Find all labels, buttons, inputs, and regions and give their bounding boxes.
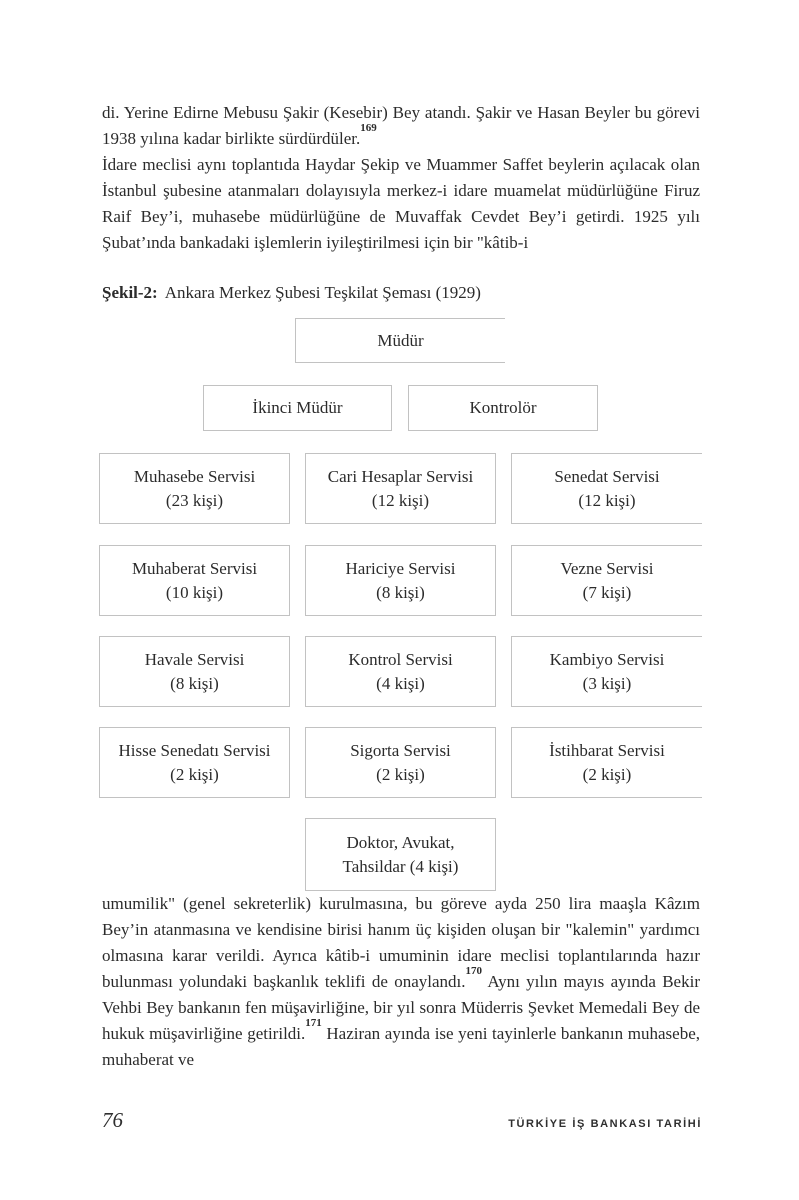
org-box-ikinci-mudur (203, 385, 392, 431)
org-box-label: İstihbarat Servisi (549, 740, 665, 760)
org-box-cari-hesaplar (305, 453, 496, 524)
org-box-count: (7 kişi) (582, 582, 632, 602)
figure-caption-label: Şekil-2: (102, 283, 158, 302)
org-box-label: Vezne Servisi (560, 558, 654, 578)
org-box-kambiyo (511, 636, 702, 707)
org-box-hisse-senedati (99, 727, 290, 798)
org-box-label: Doktor, Avukat, (346, 832, 455, 852)
footnote-ref-169: 169 (360, 122, 377, 135)
organization-chart (102, 318, 700, 891)
page-number: 76 (102, 1108, 123, 1132)
paragraph-3 (102, 891, 700, 1073)
footnote-ref-171: 171 (305, 1017, 322, 1030)
org-box-label: Senedat Servisi (554, 466, 660, 486)
org-box-count: (10 kişi) (165, 582, 224, 602)
figure-caption-title: Ankara Merkez Şubesi Teşkilat Şeması (1929) (164, 283, 481, 302)
paragraph-2-text: İdare meclisi aynı toplantıda Haydar Şekip ve Muammer Saffet beylerin açılacak olan İstanbul şubesine atanmaları dolayısıyla merkez-i idare muamelat müdürlüğüne Firuz Raif Bey’i, muhasebe müdürlüğüne de Muvaffak Cevdet Bey’i getirdi. 1925 yılı Şubat’ında bankadaki işlemlerin iyileştirilmesi için bir "kâtib-i (102, 155, 700, 252)
org-box-label: Havale Servisi (144, 649, 245, 669)
org-box-label: Müdür (377, 330, 424, 350)
org-box-count: (3 kişi) (582, 673, 632, 693)
org-box-muhaberat (99, 545, 290, 616)
org-box-muhasebe (99, 453, 290, 524)
org-box-count: (12 kişi) (371, 490, 430, 510)
org-box-vezne (511, 545, 702, 616)
org-box-count: (2 kişi) (582, 764, 632, 784)
org-box-count: (2 kişi) (170, 764, 219, 784)
footnote-ref-170: 170 (465, 965, 483, 978)
org-box-doktor-avukat (305, 818, 496, 891)
paragraph-3-part3: Haziran ayında ise yeni tayinlerle bankanın muhasebe, muhaberat ve (102, 1024, 700, 1069)
org-box-label: Cari Hesaplar Servisi (327, 466, 474, 486)
org-box-label: Muhasebe Servisi (133, 466, 256, 486)
org-box-count: (8 kişi) (170, 673, 219, 693)
paragraph-3-part2: Aynı yılın mayıs ayında Bekir Vehbi Bey bankanın fen müşavirliğine, bir yıl sonra Müderris Şevket Memedali Bey de hukuk müşavirliğine getirildi. (102, 972, 700, 1043)
org-box-label: İkinci Müdür (252, 398, 343, 417)
org-box-havale (99, 636, 290, 707)
org-box-count: (4 kişi) (376, 673, 425, 693)
figure-caption (102, 280, 700, 306)
paragraph-2 (102, 152, 700, 256)
org-box-label: Hariciye Servisi (345, 558, 456, 578)
org-box-count: (8 kişi) (376, 582, 425, 602)
org-box-sigorta (305, 727, 496, 798)
org-box-label: Kambiyo Servisi (549, 649, 665, 669)
org-box-hariciye (305, 545, 496, 616)
org-box-count: (12 kişi) (578, 490, 636, 510)
running-title: TÜRKİYE İŞ BANKASI TARİHİ (508, 1118, 702, 1130)
org-box-count: Tahsildar (4 kişi) (342, 856, 459, 876)
org-box-mudur (295, 318, 505, 363)
org-box-label: Hisse Senedatı Servisi (118, 740, 271, 760)
org-box-istihbarat (511, 727, 702, 798)
org-box-kontrol (305, 636, 496, 707)
org-box-senedat (511, 453, 702, 524)
page-footer (102, 1108, 702, 1133)
org-box-label: Kontrol Servisi (348, 649, 453, 669)
org-box-kontrolor (408, 385, 598, 431)
paragraph-1-text: di. Yerine Edirne Mebusu Şakir (Kesebir) Bey atandı. Şakir ve Hasan Beyler bu görevi 1938 yılına kadar birlikte sürdürdüler. (102, 103, 700, 148)
paragraph-1 (102, 100, 700, 152)
org-box-count: (23 kişi) (165, 490, 224, 510)
org-box-label: Muhaberat Servisi (131, 558, 258, 578)
paragraph-3-part1: umumilik" (genel sekreterlik) kurulmasına, bu göreve ayda 250 lira maaşla Kâzım Bey’in atanmasına ve kendisine birisi hanım üç kişiden oluşan bir "kalemin" yardımcı olmasına karar verildi. Ayrıca kâtib-i umuminin idare meclisi toplantılarında hazır bulunması yolundaki başkanlık teklifi de onaylandı. (102, 894, 700, 991)
org-box-label: Kontrolör (469, 398, 537, 417)
org-box-count: (2 kişi) (376, 764, 425, 784)
org-box-label: Sigorta Servisi (350, 740, 451, 760)
